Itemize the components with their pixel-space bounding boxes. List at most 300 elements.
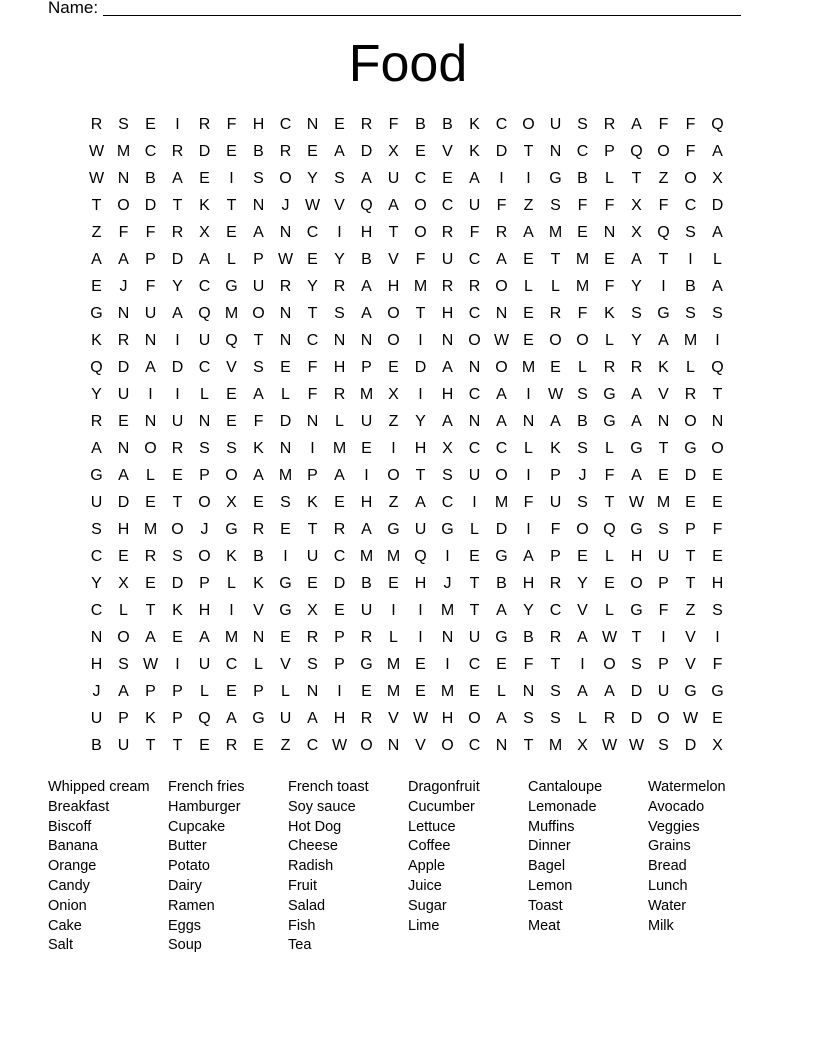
word-bank-item: Whipped cream bbox=[48, 779, 150, 795]
word-bank-item: Apple bbox=[408, 858, 446, 875]
grid-letter: F bbox=[118, 223, 129, 241]
grid-letter: C bbox=[144, 142, 157, 160]
grid-letter: Y bbox=[307, 277, 318, 295]
grid-letter: H bbox=[360, 223, 373, 241]
grid-letter: Z bbox=[91, 223, 102, 241]
grid-letter: I bbox=[175, 385, 180, 403]
grid-letter: A bbox=[145, 628, 156, 646]
grid-letter: Y bbox=[631, 331, 642, 349]
grid-letter: R bbox=[171, 439, 184, 457]
grid-letter: G bbox=[684, 682, 697, 700]
grid-letter: I bbox=[472, 493, 477, 511]
grid-letter: D bbox=[360, 142, 373, 160]
grid-letter: E bbox=[550, 358, 561, 376]
grid-letter: M bbox=[440, 682, 455, 700]
word-bank-item: Coffee bbox=[408, 838, 451, 855]
grid-letter: O bbox=[414, 196, 427, 214]
grid-letter: H bbox=[522, 574, 535, 592]
grid-letter: C bbox=[90, 601, 103, 619]
grid-letter: N bbox=[441, 628, 454, 646]
grid-letter: T bbox=[469, 601, 480, 619]
grid-letter: E bbox=[604, 250, 615, 268]
grid-letter: W bbox=[547, 385, 564, 403]
grid-letter: G bbox=[90, 466, 103, 484]
grid-letter: T bbox=[145, 736, 156, 754]
grid-letter: Q bbox=[711, 115, 724, 133]
grid-letter: D bbox=[171, 358, 184, 376]
grid-letter: U bbox=[117, 736, 130, 754]
word-bank-item: Dinner bbox=[528, 838, 571, 855]
grid-letter: R bbox=[630, 358, 643, 376]
grid-letter: O bbox=[441, 736, 454, 754]
grid-letter: A bbox=[118, 682, 129, 700]
grid-letter: L bbox=[713, 250, 722, 268]
grid-letter: T bbox=[307, 304, 318, 322]
word-bank-item: Ramen bbox=[168, 897, 215, 914]
grid-letter: W bbox=[88, 169, 105, 187]
grid-letter: N bbox=[198, 412, 211, 430]
grid-letter: F bbox=[496, 196, 507, 214]
grid-letter: K bbox=[307, 493, 318, 511]
grid-letter: P bbox=[199, 574, 210, 592]
grid-letter: A bbox=[361, 304, 372, 322]
grid-letter: X bbox=[226, 493, 237, 511]
grid-letter: A bbox=[631, 115, 642, 133]
word-bank-item: Bread bbox=[648, 858, 687, 875]
grid-letter: C bbox=[468, 385, 481, 403]
grid-letter: B bbox=[577, 412, 588, 430]
grid-letter: Q bbox=[198, 304, 211, 322]
word-bank-item: Fruit bbox=[288, 877, 317, 894]
grid-letter: O bbox=[360, 736, 373, 754]
grid-letter: U bbox=[252, 277, 265, 295]
word-bank bbox=[48, 778, 768, 956]
grid-letter: A bbox=[91, 250, 102, 268]
grid-letter: P bbox=[307, 466, 318, 484]
grid-letter: C bbox=[468, 655, 481, 673]
word-bank-item: Lunch bbox=[648, 877, 688, 894]
grid-letter: R bbox=[603, 358, 616, 376]
grid-letter: V bbox=[280, 655, 291, 673]
grid-letter: Y bbox=[91, 574, 102, 592]
grid-letter: I bbox=[445, 547, 450, 565]
grid-letter: A bbox=[712, 142, 723, 160]
grid-letter: N bbox=[441, 331, 454, 349]
grid-letter: A bbox=[361, 277, 372, 295]
grid-letter: O bbox=[414, 223, 427, 241]
grid-letter: O bbox=[495, 277, 508, 295]
grid-letter: C bbox=[333, 547, 346, 565]
grid-letter: V bbox=[253, 601, 264, 619]
grid-letter: I bbox=[418, 628, 423, 646]
grid-letter: G bbox=[387, 520, 400, 538]
grid-letter: C bbox=[90, 547, 103, 565]
grid-letter: I bbox=[661, 628, 666, 646]
grid-letter: G bbox=[441, 520, 454, 538]
grid-letter: F bbox=[685, 142, 696, 160]
grid-letter: R bbox=[171, 223, 184, 241]
grid-letter: K bbox=[145, 709, 156, 727]
grid-letter: D bbox=[495, 520, 508, 538]
grid-letter: R bbox=[144, 547, 157, 565]
grid-letter: A bbox=[334, 142, 345, 160]
grid-letter: H bbox=[360, 493, 373, 511]
grid-letter: F bbox=[145, 223, 156, 241]
grid-letter: G bbox=[495, 628, 508, 646]
grid-letter: R bbox=[549, 574, 562, 592]
grid-letter: G bbox=[279, 601, 292, 619]
grid-letter: U bbox=[549, 115, 562, 133]
grid-letter: V bbox=[685, 655, 696, 673]
grid-letter: O bbox=[468, 331, 481, 349]
grid-letter: I bbox=[175, 331, 180, 349]
grid-letter: Z bbox=[280, 736, 291, 754]
grid-letter: A bbox=[199, 250, 210, 268]
grid-letter: U bbox=[657, 547, 670, 565]
grid-letter: R bbox=[198, 115, 211, 133]
grid-letter: U bbox=[468, 466, 481, 484]
grid-letter: T bbox=[604, 493, 615, 511]
grid-letter: D bbox=[144, 196, 157, 214]
grid-letter: O bbox=[684, 169, 697, 187]
grid-letter: I bbox=[310, 439, 315, 457]
grid-letter: J bbox=[443, 574, 452, 592]
grid-letter: F bbox=[604, 277, 615, 295]
grid-letter: A bbox=[631, 385, 642, 403]
grid-letter: U bbox=[360, 601, 373, 619]
grid-letter: R bbox=[684, 385, 697, 403]
grid-letter: O bbox=[198, 493, 211, 511]
grid-letter: T bbox=[550, 655, 561, 673]
grid-letter: P bbox=[550, 547, 561, 565]
grid-letter: Y bbox=[523, 601, 534, 619]
word-bank-item: Milk bbox=[648, 917, 674, 934]
grid-letter: X bbox=[307, 601, 318, 619]
grid-letter: D bbox=[630, 709, 643, 727]
grid-letter: Y bbox=[334, 250, 345, 268]
word-bank-item: Fish bbox=[288, 917, 316, 934]
letter-grid bbox=[83, 111, 731, 759]
grid-letter: U bbox=[306, 547, 319, 565]
grid-letter: U bbox=[387, 169, 400, 187]
grid-letter: H bbox=[333, 358, 346, 376]
grid-letter: C bbox=[306, 223, 319, 241]
grid-letter: U bbox=[90, 493, 103, 511]
grid-letter: K bbox=[226, 547, 237, 565]
grid-letter: O bbox=[387, 304, 400, 322]
word-bank-item: Biscoff bbox=[48, 818, 92, 835]
grid-letter: S bbox=[226, 439, 237, 457]
grid-letter: K bbox=[469, 115, 480, 133]
grid-letter: A bbox=[415, 493, 426, 511]
grid-letter: A bbox=[523, 547, 534, 565]
grid-letter: E bbox=[361, 682, 372, 700]
grid-letter: B bbox=[496, 574, 507, 592]
grid-letter: I bbox=[418, 601, 423, 619]
grid-letter: P bbox=[658, 655, 669, 673]
grid-letter: I bbox=[580, 655, 585, 673]
word-bank-item: Eggs bbox=[168, 917, 202, 934]
word-bank-item: Dragonfruit bbox=[408, 779, 480, 795]
grid-letter: T bbox=[307, 520, 318, 538]
word-bank-item: Grains bbox=[648, 838, 691, 855]
word-bank-item bbox=[528, 936, 648, 956]
grid-letter: I bbox=[175, 655, 180, 673]
grid-letter: A bbox=[361, 169, 372, 187]
grid-letter: H bbox=[414, 574, 427, 592]
grid-letter: I bbox=[418, 385, 423, 403]
grid-letter: R bbox=[306, 628, 319, 646]
grid-letter: F bbox=[415, 250, 426, 268]
grid-letter: M bbox=[656, 493, 671, 511]
grid-letter: B bbox=[361, 574, 372, 592]
grid-letter: X bbox=[631, 223, 642, 241]
grid-letter: I bbox=[337, 682, 342, 700]
grid-letter: E bbox=[253, 493, 264, 511]
grid-letter: N bbox=[657, 412, 670, 430]
word-bank-item: Lemonade bbox=[528, 798, 597, 815]
grid-letter: R bbox=[225, 736, 238, 754]
puzzle-title: Food bbox=[348, 35, 468, 93]
grid-letter: C bbox=[684, 196, 697, 214]
grid-letter: I bbox=[418, 331, 423, 349]
grid-letter: C bbox=[306, 331, 319, 349]
grid-letter: L bbox=[605, 547, 614, 565]
grid-letter: E bbox=[307, 142, 318, 160]
grid-letter: F bbox=[226, 115, 237, 133]
grid-letter: G bbox=[603, 385, 616, 403]
grid-letter: V bbox=[388, 250, 399, 268]
word-bank-item: Juice bbox=[408, 877, 442, 894]
grid-letter: L bbox=[227, 574, 236, 592]
grid-letter: S bbox=[631, 655, 642, 673]
grid-letter: R bbox=[360, 628, 373, 646]
grid-letter: M bbox=[359, 547, 374, 565]
grid-letter: X bbox=[631, 196, 642, 214]
grid-letter: O bbox=[144, 439, 157, 457]
grid-letter: H bbox=[441, 304, 454, 322]
grid-letter: F bbox=[307, 385, 318, 403]
grid-letter: X bbox=[577, 736, 588, 754]
grid-letter: R bbox=[333, 520, 346, 538]
grid-letter: T bbox=[469, 574, 480, 592]
word-bank-item bbox=[408, 936, 528, 956]
grid-letter: F bbox=[523, 493, 534, 511]
word-bank-item: Hot Dog bbox=[288, 818, 342, 835]
grid-letter: A bbox=[226, 709, 237, 727]
grid-letter: S bbox=[91, 520, 102, 538]
grid-letter: S bbox=[307, 655, 318, 673]
grid-letter: E bbox=[226, 142, 237, 160]
grid-letter: H bbox=[90, 655, 103, 673]
grid-letter: P bbox=[685, 520, 696, 538]
name-write-line bbox=[103, 15, 741, 16]
grid-letter: X bbox=[118, 574, 129, 592]
grid-letter: A bbox=[172, 169, 183, 187]
word-bank-item: Banana bbox=[48, 838, 98, 855]
grid-letter: W bbox=[601, 736, 618, 754]
word-bank-item: Lime bbox=[408, 917, 440, 934]
grid-letter: D bbox=[117, 358, 130, 376]
grid-letter: E bbox=[226, 385, 237, 403]
grid-letter: A bbox=[253, 385, 264, 403]
grid-letter: G bbox=[603, 412, 616, 430]
grid-letter: J bbox=[119, 277, 128, 295]
grid-letter: L bbox=[605, 169, 614, 187]
word-bank-item: French fries bbox=[168, 779, 245, 795]
grid-letter: H bbox=[711, 574, 724, 592]
grid-letter: V bbox=[577, 601, 588, 619]
grid-letter: E bbox=[685, 493, 696, 511]
grid-letter: N bbox=[252, 196, 265, 214]
grid-letter: N bbox=[279, 304, 292, 322]
grid-letter: A bbox=[172, 304, 183, 322]
word-bank-item: Candy bbox=[48, 877, 90, 894]
grid-letter: E bbox=[361, 439, 372, 457]
grid-letter: J bbox=[281, 196, 290, 214]
grid-letter: F bbox=[550, 520, 561, 538]
word-bank-item: Lettuce bbox=[408, 818, 456, 835]
grid-letter: Q bbox=[414, 547, 427, 565]
grid-letter: A bbox=[496, 709, 507, 727]
word-bank-item: Toast bbox=[528, 897, 563, 914]
grid-letter: S bbox=[523, 709, 534, 727]
grid-letter: S bbox=[631, 304, 642, 322]
grid-letter: B bbox=[577, 169, 588, 187]
grid-letter: N bbox=[603, 223, 616, 241]
grid-letter: F bbox=[604, 196, 615, 214]
grid-letter: W bbox=[142, 655, 159, 673]
grid-letter: U bbox=[117, 385, 130, 403]
grid-letter: N bbox=[90, 628, 103, 646]
grid-letter: X bbox=[712, 169, 723, 187]
grid-letter: O bbox=[279, 169, 292, 187]
grid-letter: M bbox=[521, 358, 536, 376]
word-bank-item: Cake bbox=[48, 917, 82, 934]
grid-letter: S bbox=[253, 358, 264, 376]
grid-letter: S bbox=[172, 547, 183, 565]
grid-letter: E bbox=[91, 277, 102, 295]
grid-letter: L bbox=[524, 439, 533, 457]
grid-letter: M bbox=[413, 277, 428, 295]
grid-letter: J bbox=[92, 682, 101, 700]
word-bank-item: Hamburger bbox=[168, 798, 241, 815]
grid-letter: U bbox=[657, 682, 670, 700]
grid-letter: L bbox=[200, 682, 209, 700]
grid-letter: Z bbox=[388, 412, 399, 430]
grid-letter: M bbox=[386, 682, 401, 700]
word-bank-item: Soy sauce bbox=[288, 798, 356, 815]
grid-letter: A bbox=[118, 466, 129, 484]
grid-letter: A bbox=[496, 250, 507, 268]
grid-letter: L bbox=[497, 682, 506, 700]
grid-letter: L bbox=[281, 385, 290, 403]
grid-letter: N bbox=[279, 223, 292, 241]
word-bank-item: Soup bbox=[168, 937, 202, 954]
grid-letter: S bbox=[577, 385, 588, 403]
grid-letter: R bbox=[549, 304, 562, 322]
grid-letter: O bbox=[117, 196, 130, 214]
grid-letter: P bbox=[604, 142, 615, 160]
grid-letter: U bbox=[414, 520, 427, 538]
grid-letter: G bbox=[225, 277, 238, 295]
grid-letter: O bbox=[603, 655, 616, 673]
word-bank-item: Muffins bbox=[528, 818, 575, 835]
grid-letter: S bbox=[118, 115, 129, 133]
grid-letter: R bbox=[441, 223, 454, 241]
grid-letter: T bbox=[523, 142, 534, 160]
grid-letter: E bbox=[415, 682, 426, 700]
grid-letter: I bbox=[337, 223, 342, 241]
word-bank-item: Tea bbox=[288, 937, 312, 954]
grid-letter: Q bbox=[657, 223, 670, 241]
grid-letter: E bbox=[604, 574, 615, 592]
grid-letter: M bbox=[332, 439, 347, 457]
word-bank-item bbox=[648, 936, 768, 956]
grid-letter: C bbox=[414, 169, 427, 187]
grid-letter: D bbox=[495, 142, 508, 160]
grid-letter: Q bbox=[630, 142, 643, 160]
grid-letter: F bbox=[253, 412, 264, 430]
grid-letter: B bbox=[442, 115, 453, 133]
grid-letter: R bbox=[603, 709, 616, 727]
grid-letter: A bbox=[442, 412, 453, 430]
grid-letter: A bbox=[496, 412, 507, 430]
word-bank-item: Watermelon bbox=[648, 779, 726, 795]
grid-letter: R bbox=[252, 520, 265, 538]
grid-letter: C bbox=[495, 115, 508, 133]
grid-letter: E bbox=[496, 655, 507, 673]
grid-letter: T bbox=[685, 547, 696, 565]
grid-letter: O bbox=[657, 142, 670, 160]
grid-letter: S bbox=[334, 169, 345, 187]
grid-letter: C bbox=[225, 655, 238, 673]
grid-letter: D bbox=[198, 142, 211, 160]
grid-letter: O bbox=[387, 331, 400, 349]
grid-letter: E bbox=[118, 412, 129, 430]
grid-letter: P bbox=[145, 682, 156, 700]
word-bank-item: Avocado bbox=[648, 798, 705, 815]
grid-letter: N bbox=[495, 736, 508, 754]
grid-letter: I bbox=[661, 277, 666, 295]
grid-letter: I bbox=[526, 385, 531, 403]
grid-letter: E bbox=[523, 331, 534, 349]
grid-letter: V bbox=[388, 709, 399, 727]
grid-letter: M bbox=[575, 250, 590, 268]
grid-letter: S bbox=[442, 466, 453, 484]
grid-letter: E bbox=[469, 547, 480, 565]
grid-letter: E bbox=[226, 223, 237, 241]
word-bank-item: Salt bbox=[48, 937, 73, 954]
grid-letter: E bbox=[415, 142, 426, 160]
grid-letter: J bbox=[200, 520, 209, 538]
grid-letter: A bbox=[199, 628, 210, 646]
grid-letter: H bbox=[441, 709, 454, 727]
grid-letter: U bbox=[279, 709, 292, 727]
grid-letter: S bbox=[280, 493, 291, 511]
grid-letter: A bbox=[658, 331, 669, 349]
word-bank-item: Radish bbox=[288, 858, 334, 875]
grid-letter: E bbox=[577, 223, 588, 241]
grid-letter: P bbox=[253, 250, 264, 268]
grid-letter: E bbox=[334, 601, 345, 619]
grid-letter: O bbox=[711, 439, 724, 457]
grid-letter: R bbox=[279, 277, 292, 295]
grid-letter: Q bbox=[360, 196, 373, 214]
grid-letter: E bbox=[415, 655, 426, 673]
grid-letter: A bbox=[361, 520, 372, 538]
grid-letter: A bbox=[550, 412, 561, 430]
